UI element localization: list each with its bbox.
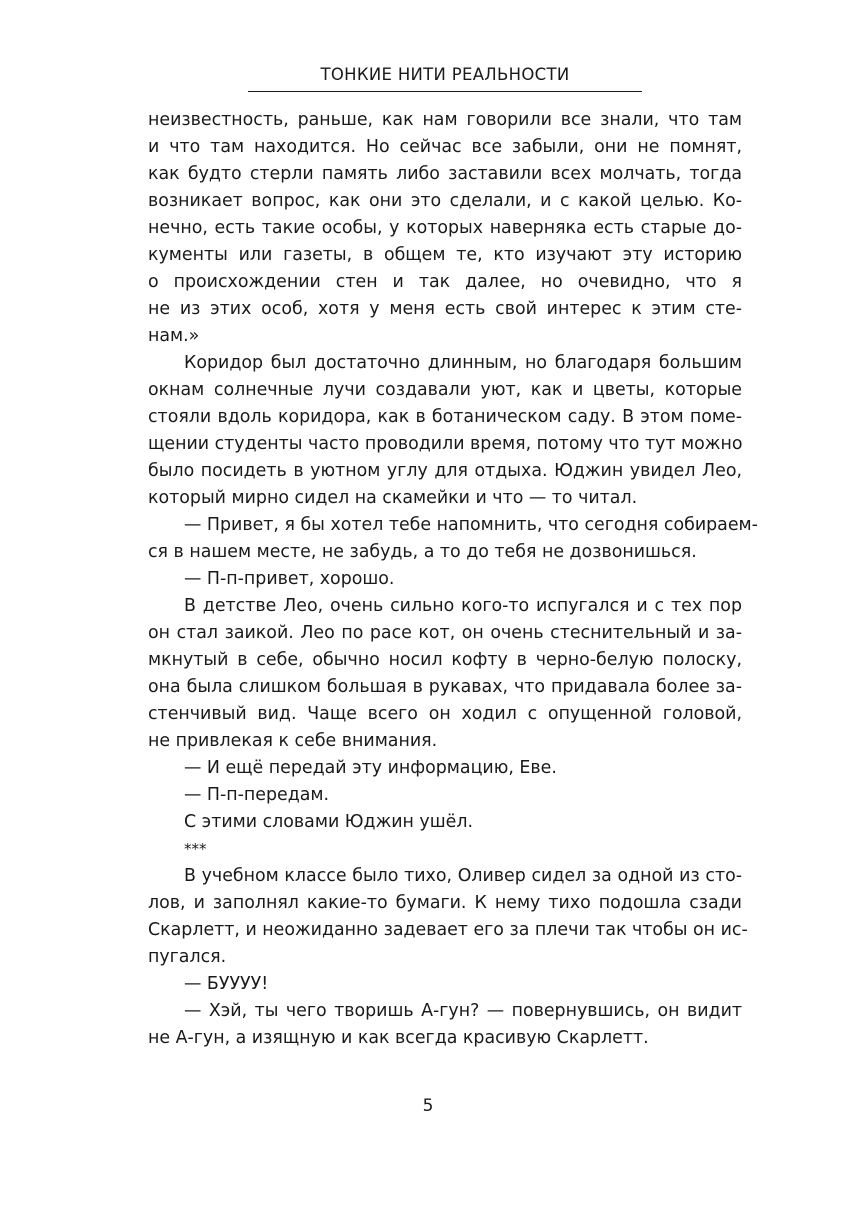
text-line: неизвестность, раньше, как нам говорили все знали, что там: [148, 110, 742, 130]
paragraph: [148, 593, 742, 755]
text-line: лов, и заполнял какие-то бумаги. К нему тихо подошла сзади: [148, 893, 742, 913]
header-rule: [248, 91, 642, 92]
text-line: — Привет, я бы хотел тебе напомнить, что сегодня собираем-: [184, 515, 758, 535]
paragraph: [148, 566, 742, 593]
text-line: который мирно сидел на скамейки и что — то читал.: [148, 488, 638, 508]
text-line: — И ещё передай эту информацию, Еве.: [184, 758, 557, 778]
text-line: стенчивый вид. Чаще всего он ходил с опущенной головой,: [148, 704, 742, 724]
paragraph: [148, 782, 742, 809]
text-line: и что там находится. Но сейчас все забыли, они не помнят,: [148, 137, 742, 157]
paragraph: [148, 755, 742, 782]
text-line: В детстве Лео, очень сильно кого-то испугался и с тех пор: [184, 596, 742, 616]
text-line: не привлекая к себе внимания.: [148, 731, 438, 751]
text-line: Скарлетт, и неожиданно задевает его за плечи так чтобы он ис-: [148, 920, 748, 940]
text-line: пугался.: [148, 947, 227, 967]
text-line: — БУУУУ!: [184, 974, 269, 994]
text-line: — П-п-передам.: [184, 785, 330, 805]
text-line: стояли вдоль коридора, как в ботаническом саду. В этом поме-: [148, 407, 742, 427]
running-head-title: ТОНКИЕ НИТИ РЕАЛЬНОСТИ: [320, 65, 570, 84]
text-line: мкнутый в себе, обычно носил кофту в черно-белую полоску,: [148, 650, 742, 670]
paragraph: [148, 350, 742, 512]
paragraph: [148, 512, 758, 566]
text-line: было посидеть в уютном углу для отдыха. Юджин увидел Лео,: [148, 461, 742, 481]
text-line: как будто стерли память либо заставили всех молчать, тогда: [148, 164, 742, 184]
text-line: Коридор был достаточно длинным, но благодаря большим: [184, 353, 742, 373]
text-line: С этими словами Юджин ушёл.: [184, 812, 473, 832]
text-line: — Хэй, ты чего творишь А-гун? — повернувшись, он видит: [184, 1001, 742, 1021]
text-line: не из этих особ, хотя у меня есть свой интерес к этим сте-: [148, 299, 742, 319]
page-number: 5: [422, 1096, 434, 1116]
body-text: [148, 107, 758, 1052]
text-line: В учебном классе было тихо, Оливер сидел за одной из сто-: [184, 866, 742, 886]
text-line: он стал заикой. Лео по расе кот, он очень стеснительный и за-: [148, 623, 742, 643]
paragraph: [148, 863, 748, 971]
text-line: ся в нашем месте, не забудь, а то до тебя не дозвонишься.: [148, 542, 697, 562]
paragraph: [148, 107, 742, 350]
text-line: щении студенты часто проводили время, потому что тут можно: [148, 434, 743, 454]
text-line: возникает вопрос, как они это сделали, и с какой целью. Ко-: [148, 191, 742, 211]
paragraph: [148, 998, 742, 1052]
text-line: — П-п-привет, хорошо.: [184, 569, 395, 589]
text-line: окнам солнечные лучи создавали уют, как и цветы, которые: [148, 380, 742, 400]
paragraph: [148, 971, 742, 998]
text-line: не А-гун, а изящную и как всегда красивую Скарлетт.: [148, 1028, 649, 1048]
text-line: нечно, есть такие особы, у которых наверняка есть старые до-: [148, 218, 742, 238]
text-line: нам.»: [148, 326, 200, 346]
text-line: о происхождении стен и так далее, но очевидно, что я: [148, 272, 742, 292]
text-line: она была слишком большая в рукавах, что придавала более за-: [148, 677, 742, 697]
section-separator: ***: [184, 840, 207, 858]
text-line: кументы или газеты, в общем те, кто изучают эту историю: [148, 245, 742, 265]
paragraph: [148, 809, 742, 836]
